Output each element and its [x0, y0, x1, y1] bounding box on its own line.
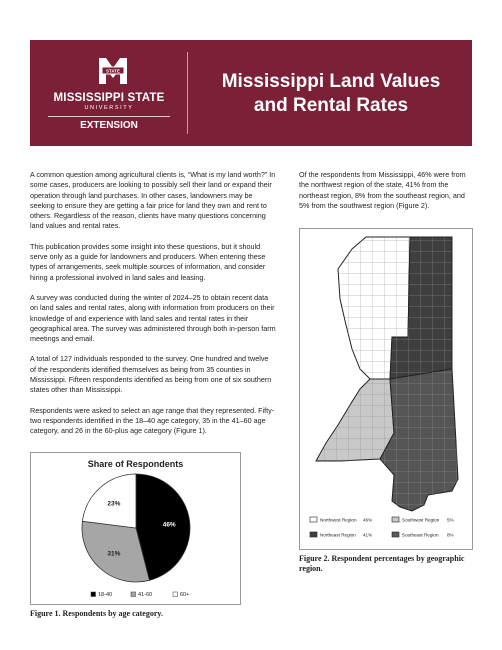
legend-southeast-label: Southeast Region — [402, 532, 439, 538]
mississippi-region-map — [299, 228, 473, 550]
legend-swatch-18-40 — [91, 592, 96, 597]
paragraph-4: A total of 127 individuals responded to the survey. One hundred and twelve of the respondents identified themselves as being from 35 counties in Mississippi. Fifteen respondents identified as being from one of six southern states other than Mississippi. — [30, 354, 272, 395]
chart-title: Share of Respondents — [87, 459, 184, 469]
left-column-text — [30, 170, 276, 447]
page-title-line2: and Rental Rates — [253, 95, 409, 116]
page-title-line1: Mississippi Land Values — [221, 71, 441, 92]
logo-university-sub: UNIVERSITY — [84, 105, 134, 111]
paragraph-2: This publication provides some insight into these questions, but it should serve only as a guide for landowners and producers. When entering these types of arrangements, seek multiple sources of information, and consider hiring a professional involved in land sales and leasing. — [30, 241, 266, 282]
right-column-text — [299, 170, 473, 211]
legend-southwest-label: Southwest Region — [402, 517, 440, 523]
page-title — [200, 70, 462, 118]
legend-northwest-pct: 46% — [363, 517, 373, 523]
legend-southeast-pct: 8% — [447, 532, 454, 538]
figure-2-caption: Figure 2. Respondent percentages by geographic region. — [299, 554, 465, 573]
legend-swatch-41-60 — [131, 592, 136, 597]
svg-text:STATE: STATE — [105, 68, 121, 74]
pie-label-60plus: 23% — [107, 500, 121, 508]
paragraph-1: A common question among agricultural clients is, “What is my land worth?” In some cases, producers are looking to possibly sell their land or expand their operation through land purchases. In other cases, landowners may be seeking to ensure they are getting a fair price for land they own and rent to others. Regardless of the reason, clients have many questions concerning land values and rental rates. — [30, 170, 276, 231]
legend-southwest-pct: 5% — [447, 517, 454, 523]
pie-chart-canvas — [31, 453, 242, 606]
figure-1-caption: Figure 1. Respondents by age category. — [30, 609, 163, 618]
header-banner — [30, 40, 472, 146]
pie-label-41-60: 31% — [107, 550, 121, 558]
logo-university-name: MISSISSIPPI STATE — [53, 92, 165, 104]
paragraph-right-1: Of the respondents from Mississippi, 46% were from the northwest region of the state, 41% from the northeast region, 8% from the southeast region, and 5% from the southwest region (Figure 2). — [299, 170, 466, 210]
legend-northwest-label: Northwest Region — [320, 517, 357, 523]
msu-extension-logo — [38, 52, 188, 134]
legend-label-18-40: 18-40 — [98, 592, 113, 598]
region-map-canvas — [300, 229, 474, 551]
logo-extension: EXTENSION — [48, 116, 170, 131]
legend-swatch-60plus — [173, 592, 178, 597]
legend-label-41-60: 41-60 — [138, 592, 153, 598]
paragraph-3: A survey was conducted during the winter of 2024–25 to obtain recent data on land sales and rental rates, along with information from producers on their knowledge of and experience with land sales and rental rates in their geographical area. The survey was administered through both in-person farm meetings and email. — [30, 292, 276, 344]
legend-northeast-pct: 41% — [363, 532, 373, 538]
legend-label-60plus: 60+ — [180, 592, 190, 598]
msu-m-logo-icon — [96, 54, 130, 88]
legend-northeast-label: Northeast Region — [320, 532, 356, 538]
pie-label-18-40: 46% — [162, 521, 176, 529]
map-legend — [310, 517, 454, 538]
paragraph-5: Respondents were asked to select an age range that they represented. Fifty-two respondents identified in the 18–40 age category, 35 in the 41–60 age category, and 26 in the 60-plus age category (Figure 1). — [30, 405, 275, 436]
age-pie-chart — [30, 452, 241, 605]
